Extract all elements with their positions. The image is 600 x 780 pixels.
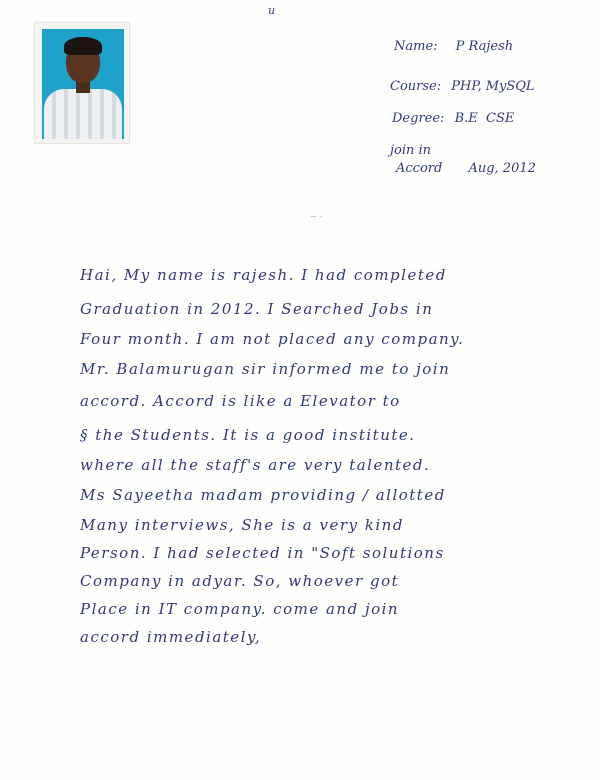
name-label: Name: <box>394 39 438 54</box>
body-line-5: accord. Accord is like a Elevator to <box>80 392 401 410</box>
stray-marks: ~ - <box>310 212 323 221</box>
body-line-4: Mr. Balamurugan sir informed me to join <box>80 360 451 378</box>
course-value: PHP, MySQL <box>451 79 535 94</box>
body-line-1: Hai, My name is rajesh. I had completed <box>80 266 447 284</box>
body-line-8: Ms Sayeetha madam providing / allotted <box>80 486 446 504</box>
course-label: Course: <box>390 79 442 94</box>
body-line-7: where all the staff's are very talented. <box>80 456 431 474</box>
passport-photo-frame <box>34 22 130 144</box>
body-line-11: Company in adyar. So, whoever got <box>80 572 400 590</box>
body-line-6: § the Students. It is a good institute. <box>80 426 416 444</box>
body-line-9: Many interviews, She is a very kind <box>80 516 404 534</box>
name-value: P Rajesh <box>455 39 514 54</box>
body-line-12: Place in IT company. come and join <box>80 600 400 618</box>
photo-shirt <box>44 89 122 139</box>
body-line-13: accord immediately, <box>80 628 262 646</box>
top-mark: u <box>268 4 276 17</box>
body-line-10: Person. I had selected in "Soft solutions <box>80 544 445 562</box>
course-row <box>390 80 535 93</box>
passport-photo <box>42 29 124 139</box>
photo-hair <box>64 37 102 55</box>
degree-value: B.E CSE <box>454 111 515 126</box>
join-label-line1: join in <box>390 143 432 158</box>
degree-label: Degree: <box>392 111 445 126</box>
join-row <box>396 162 536 175</box>
join-value: Aug, 2012 <box>468 161 536 176</box>
join-label-line2: Accord <box>396 161 443 176</box>
degree-row <box>392 112 514 125</box>
body-line-3: Four month. I am not placed any company. <box>80 330 465 348</box>
body-line-2: Graduation in 2012. I Searched Jobs in <box>80 300 434 318</box>
name-row <box>394 40 513 53</box>
